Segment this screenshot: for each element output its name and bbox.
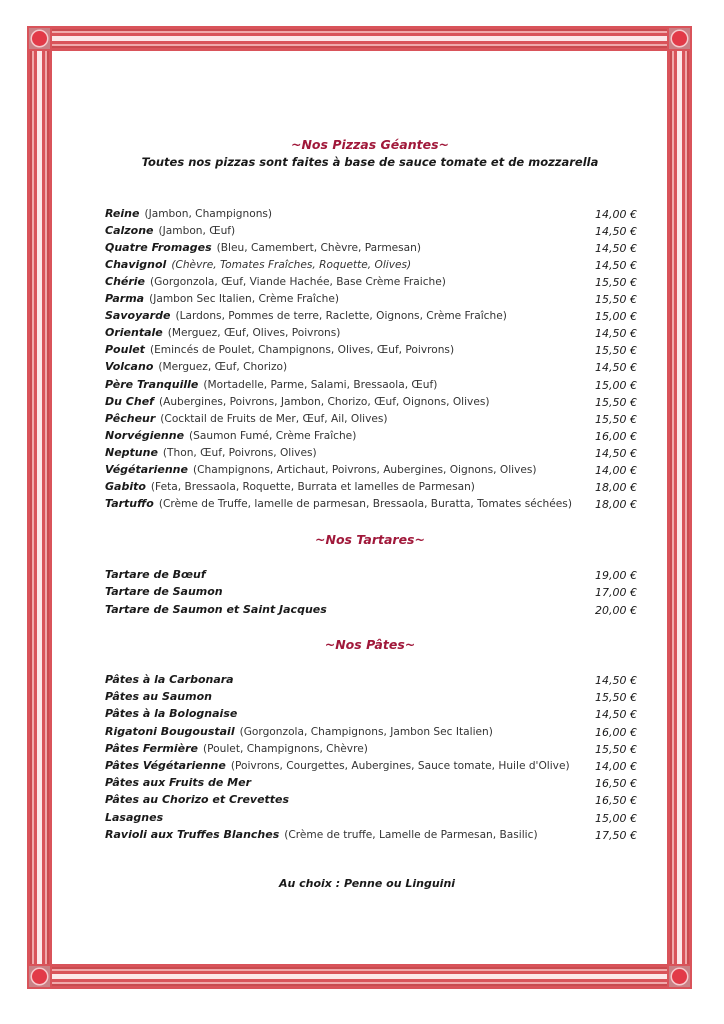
menu-item [105,809,637,826]
menu-item-description: (Jambon Sec Italien, Crème Fraîche) [149,293,340,306]
menu-item [105,461,637,478]
menu-item [105,688,637,705]
menu-item-description: (Bleu, Camembert, Chèvre, Parmesan) [216,242,422,255]
menu-item-price: 14,50 € [595,242,637,256]
menu-item [105,205,637,222]
menu-item-description: (Merguez, Œuf, Chorizo) [158,361,288,374]
menu-item-price: 18,00 € [595,480,637,494]
menu-item-name: Pâtes aux Fruits de Mer [105,776,252,790]
menu-item-price: 15,50 € [595,742,637,756]
menu-item [105,410,637,427]
menu-item-name: Tartare de Saumon et Saint Jacques [105,602,327,616]
menu-item-price: 20,00 € [595,603,637,617]
menu-item-name: Lasagnes [105,810,164,824]
menu-item-description: (Feta, Bressaola, Roquette, Burrata et lamelles de Parmesan) [150,480,475,493]
menu-item-description: (Crème de truffe, Lamelle de Parmesan, Basilic) [284,828,538,841]
menu-item [105,705,637,722]
menu-item-name: Parma [105,292,145,306]
menu-item [105,239,637,256]
menu-item-price: 14,50 € [595,225,637,239]
menu-item-description: (Saumon Fumé, Crème Fraîche) [189,429,357,442]
menu-item-description: (Champignons, Artichaut, Poivrons, Aubergines, Oignons, Olives) [192,463,537,476]
menu-item [105,601,637,618]
menu-item-name: Chavignol [105,258,167,272]
menu-item-name: Reine [105,207,140,220]
menu-item-description: (Emincés de Poulet, Champignons, Olives, Œuf, Poivrons) [149,344,455,357]
menu-item [105,376,637,393]
menu-item-description: (Crème de Truffe, lamelle de parmesan, Bressaola, Buratta, Tomates séchées) [158,497,572,510]
corner-ornament-bottom-right [667,964,692,989]
menu-item [105,393,637,410]
frame-top [27,26,692,51]
menu-item-name: Pâtes à la Bolognaise [105,707,238,721]
menu-item [105,723,637,740]
menu-item-price: 18,00 € [595,497,637,511]
menu-item-name: Pâtes au Saumon [105,690,212,704]
menu-item-name: Pâtes à la Carbonara [105,673,234,686]
menu-item [105,290,637,307]
menu-item-description: (Merguez, Œuf, Olives, Poivrons) [167,327,341,340]
menu-item-name: Du Chef [105,394,154,408]
menu-item-name: Chérie [105,275,146,289]
menu-item-name: Végétarienne [105,462,188,476]
menu-item [105,478,637,495]
tartares-title: ~Nos Tartares~ [315,532,425,547]
menu-item-price: 19,00 € [595,569,637,582]
menu-item-name: Rigatoni Bougoustail [105,724,235,738]
menu-item-description: (Lardons, Pommes de terre, Raclette, Oignons, Crème Fraîche) [175,310,507,323]
menu-item-price: 14,50 € [595,708,637,722]
menu-item-description: (Gorgonzola, Champignons, Jambon Sec Italien) [239,725,493,738]
menu-item [105,222,637,239]
menu-item-name: Pâtes au Chorizo et Crevettes [105,793,290,807]
menu-item [105,358,637,375]
corner-ornament-top-left [27,26,52,51]
menu-item-description: (Jambon, Champignons) [144,208,273,220]
menu-item [105,826,637,843]
menu-item-description: (Jambon, Œuf) [158,225,236,238]
menu-item-description: (Chèvre, Tomates Fraîches, Roquette, Olives) [171,259,412,272]
corner-ornament-bottom-left [27,964,52,989]
menu-item-price: 14,00 € [595,463,637,477]
menu-item [105,256,637,273]
menu-item-name: Norvégienne [105,428,185,442]
menu-item-name: Volcano [105,360,154,374]
pates-title: ~Nos Pâtes~ [324,637,416,652]
pasta-choice-note: Au choix : Penne ou Linguini [278,877,456,890]
menu-item [105,495,637,512]
menu-item-name: Père Tranquille [105,377,199,391]
pizzas-title: ~Nos Pizzas Géantes~ [291,137,449,152]
menu-item-price: 16,50 € [595,794,637,808]
menu-item-name: Quatre Fromages [105,241,212,255]
menu-item-name: Tartuffo [105,496,154,510]
menu-item [105,671,637,688]
menu-item-price: 15,00 € [595,310,637,324]
circle-ornament-icon [32,969,47,984]
menu-item [105,444,637,461]
menu-item-price: 14,50 € [595,361,637,375]
menu-item-price: 15,00 € [595,378,637,392]
menu-item-name: Tartare de Bœuf [105,568,206,581]
menu-item-price: 15,50 € [595,293,637,307]
menu-item-name: Gabito [105,479,146,493]
menu-item-price: 17,50 € [595,828,637,842]
menu-item-name: Savoyarde [105,309,171,323]
menu-item-name: Ravioli aux Truffes Blanches [105,827,280,841]
menu-item-price: 15,50 € [595,412,637,426]
menu-item [105,740,637,757]
corner-ornament-top-right [667,26,692,51]
menu-item-price: 14,50 € [595,259,637,273]
frame-left [27,26,52,989]
pizzas-subtitle: Toutes nos pizzas sont faites à base de sauce tomate et de mozzarella [141,155,599,169]
menu-item-price: 14,50 € [595,446,637,460]
circle-ornament-icon [672,31,687,46]
menu-item-price: 15,50 € [595,691,637,705]
menu-item-description: (Thon, Œuf, Poivrons, Olives) [162,446,317,459]
menu-item-price: 15,50 € [595,395,637,409]
menu-item-price: 17,00 € [595,586,637,600]
menu-item-name: Pâtes Végétarienne [105,759,226,772]
menu-item [105,341,637,358]
circle-ornament-icon [672,969,687,984]
menu-item [105,566,637,583]
menu-item-description: (Mortadelle, Parme, Salami, Bressaola, Œuf) [203,378,438,391]
menu-item-description: (Poulet, Champignons, Chèvre) [203,742,368,755]
menu-item-description: (Aubergines, Poivrons, Jambon, Chorizo, Œuf, Oignons, Olives) [158,395,490,408]
menu-item [105,427,637,444]
menu-item-price: 15,00 € [595,811,637,825]
menu-item-price: 14,00 € [595,760,637,773]
menu-item-description: (Gorgonzola, Œuf, Viande Hachée, Base Crème Fraiche) [150,276,446,289]
menu-item-name: Poulet [105,343,145,357]
menu-item-name: Tartare de Saumon [105,585,223,599]
menu-item [105,791,637,808]
menu-item-name: Pêcheur [105,411,156,425]
frame-right [667,26,692,989]
menu-item-price: 16,50 € [595,777,637,791]
circle-ornament-icon [32,31,47,46]
menu-item-name: Pâtes Fermière [105,741,199,755]
menu-item-price: 14,50 € [595,327,637,341]
menu-item [105,307,637,324]
frame-bottom [27,964,692,989]
menu-item-price: 16,00 € [595,725,637,739]
menu-item [105,774,637,791]
menu-item [105,757,637,774]
menu-item-description: (Poivrons, Courgettes, Aubergines, Sauce tomate, Huile d'Olive) [230,760,570,772]
menu-item-name: Calzone [105,224,154,238]
menu-item [105,324,637,341]
menu-item-price: 15,50 € [595,276,637,290]
menu-item-price: 14,50 € [595,674,637,687]
menu-item [105,273,637,290]
menu-item-price: 15,50 € [595,344,637,358]
menu-item-price: 16,00 € [595,429,637,443]
menu-item-description: (Cocktail de Fruits de Mer, Œuf, Ail, Olives) [160,412,388,425]
menu-item-price: 14,00 € [595,208,637,221]
menu-item-name: Orientale [105,326,163,340]
menu-item-name: Neptune [105,445,158,459]
menu-item [105,583,637,600]
